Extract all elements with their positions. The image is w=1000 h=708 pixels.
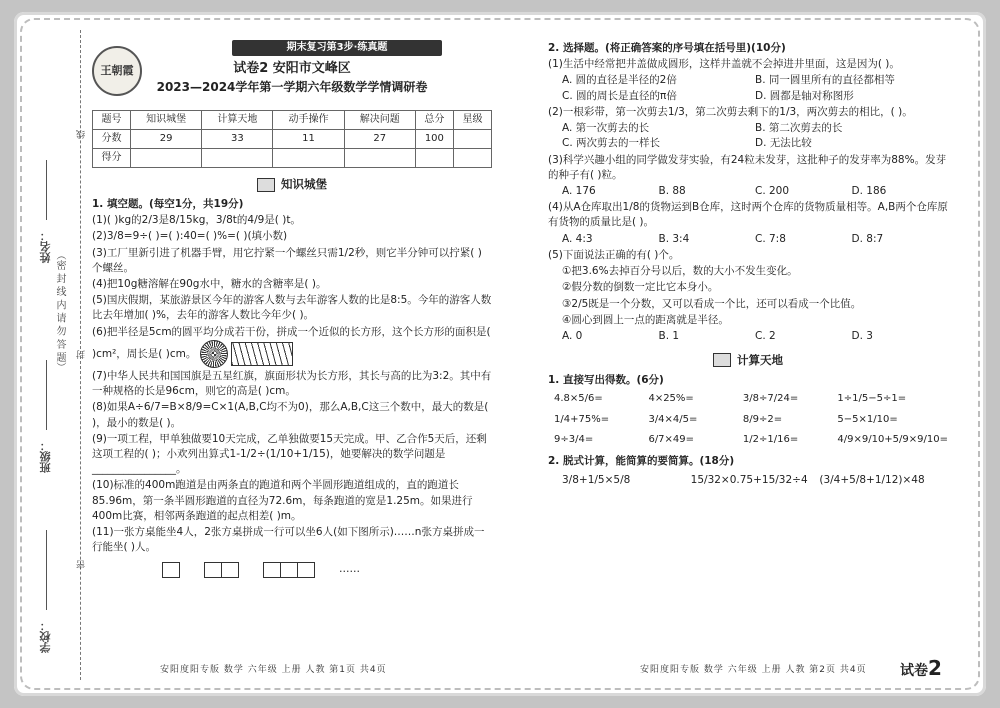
question-heading: 2. 脱式计算，能简算的要简算。(18分): [548, 454, 735, 467]
calc-item: 3/4×4/5=: [648, 413, 698, 425]
options-row: [562, 73, 948, 88]
seal-mark-line: 线: [77, 130, 87, 139]
question-item: (3)工厂里新引进了机器手臂，用它拧紧一个螺丝只需1/2秒，则它半分钟可以拧紧( )个螺丝。: [92, 246, 482, 274]
option: C. 两次剪去的一样长: [562, 137, 661, 150]
table-row: [93, 130, 492, 149]
question-item: (9)一项工程，甲单独做要10天完成，乙单独做要15天完成。甲、乙合作5天后，还剩这项工程的( )；小欢列出算式1-1/2÷(1/10+1/15)，她要解决的数学问题是________________。: [92, 432, 487, 476]
right-page: [548, 40, 948, 488]
table-cell: [453, 130, 491, 149]
calc-item: 9÷3/4=: [554, 434, 594, 446]
statement: ③2/5既是一个分数，又可以看成一个比，还可以看成一个比值。: [562, 297, 862, 310]
class-label: 班级：: [39, 440, 52, 473]
option: D. 3: [851, 329, 873, 342]
table-cell: 星级: [453, 111, 491, 130]
score-entry-cell[interactable]: [344, 149, 415, 168]
question-item: (11)一张方桌能坐4人，2张方桌拼成一行可以坐6人(如下图所示)……n张方桌拼成一行能坐( )人。: [92, 526, 485, 554]
table-cell: 得分: [93, 149, 131, 168]
option: A. 0: [562, 329, 583, 342]
brand-logo: 王朝霞: [92, 46, 142, 96]
calc-item: 4×25%=: [648, 393, 694, 405]
table-cell: 计算天地: [202, 111, 273, 130]
option: B. 88: [658, 184, 686, 197]
step-calc-row: [562, 473, 948, 488]
table-cell: 解决问题: [344, 111, 415, 130]
options-row: [562, 89, 948, 104]
calc-item: 3/8+1/5×5/8: [562, 473, 631, 486]
table-cell: 29: [131, 130, 202, 149]
option: D. 圆都是轴对称图形: [755, 89, 854, 102]
table-figure-3: [263, 562, 315, 578]
footer-left: 安阳度阳专版 数学 六年级 上册 人教 第1页 共4页: [160, 665, 387, 675]
statement: ②假分数的倒数一定比它本身小。: [562, 281, 719, 294]
option: D. 无法比较: [755, 137, 812, 150]
calc-item: 1/2÷1/16=: [742, 434, 799, 446]
table-cell: 27: [344, 130, 415, 149]
name-label: 姓名：: [39, 230, 52, 263]
table-row: [93, 111, 492, 130]
option: B. 1: [658, 329, 680, 342]
table-cell: 题号: [93, 111, 131, 130]
question-item: (1)( )kg的2/3是8/15kg，3/8t的4/9是( )t。: [92, 214, 301, 227]
question-heading: 1. 填空题。(每空1分，共19分): [92, 197, 244, 210]
school-line: [46, 530, 47, 610]
table-cell: 动手操作: [273, 111, 344, 130]
option: C. 圆的周长是直径的π倍: [562, 89, 677, 102]
school-label: 学校：: [39, 620, 52, 653]
question-item: (2)3/8=9÷( )=( ):40=( )%=( )(填小数): [92, 230, 288, 243]
options-row: [562, 232, 948, 247]
score-entry-cell[interactable]: [202, 149, 273, 168]
option: C. 2: [755, 329, 776, 342]
header: [92, 40, 492, 96]
calc-item: (3/4+5/8+1/12)×48: [819, 473, 925, 486]
calc-item: 4.8×5/6=: [554, 393, 603, 405]
statement: ④圆心到圆上一点的距离就是半径。: [562, 313, 729, 326]
binding-strip: [28, 30, 87, 680]
seal-mark-seal: 封: [77, 350, 87, 359]
question-item: (10)标准的400m跑道是由两条直的跑道和两个半圆形跑道组成的，直的跑道长85.96m，第一条半圆形跑道的直径为72.6m，每条跑道的宽是1.25m。如果进行400m比赛，相邻两条跑道的起点相差( )m。: [92, 479, 473, 522]
question-item: [92, 293, 492, 323]
option: D. 186: [851, 184, 887, 197]
option: B. 第二次剪去的长: [755, 122, 843, 135]
book-icon: [257, 178, 275, 192]
option: A. 4:3: [562, 232, 593, 245]
seal-note: （密 封 线 内 请 勿 答 题）: [54, 250, 65, 373]
question-text: (6)把半径是5cm的圆平均分成若干份，拼成一个近似的长方形，这个长方形的面积是( )cm²，周长是( )cm。: [92, 325, 491, 360]
left-page: [92, 40, 492, 578]
question-text: (5)国庆假期，某旅游景区今年的游客人数与去年游客人数的比是8:5。今年的游客人数比去年增加( )%，去年的游客人数比今年少( )。: [92, 294, 492, 322]
question-item: (5)下面说法正确的有( )个。: [548, 248, 680, 261]
options-row: [562, 184, 948, 199]
question-item: [92, 325, 492, 368]
options-row: [562, 136, 948, 151]
score-entry-cell[interactable]: [273, 149, 344, 168]
calc-item: 1÷1/5−5÷1=: [837, 393, 907, 405]
question-item: (4)把10g糖溶解在90g水中，糖水的含糖率是( )。: [92, 278, 327, 290]
question-heading: 2. 选择题。(将正确答案的序号填在括号里)(10分): [548, 42, 786, 54]
paper-number: [900, 656, 942, 680]
calc-item: 1/4+75%=: [554, 413, 610, 425]
tables-figure: [162, 562, 492, 578]
score-entry-cell[interactable]: [131, 149, 202, 168]
calc-item: 4/9×9/10+5/9×9/10=: [837, 434, 948, 446]
question-item: (3)科学兴趣小组的同学做发芽实验，有24粒未发芽，这批种子的发芽率为88%。发芽的种子有( )粒。: [548, 153, 947, 181]
score-table: [92, 110, 492, 168]
option: A. 176: [562, 184, 596, 197]
table-cell: 知识城堡: [131, 111, 202, 130]
option: B. 同一圆里所有的直径都相等: [755, 74, 895, 87]
statement: ①把3.6%去掉百分号以后，数的大小不发生变化。: [562, 265, 798, 278]
calc-item: 5−5×1/10=: [837, 413, 898, 425]
circle-sector-figure: [200, 340, 228, 368]
section-label: 计算天地: [737, 353, 783, 368]
calc-item: 3/8÷7/24=: [742, 393, 799, 405]
table-cell: 33: [202, 130, 273, 149]
question-item: (7)中华人民共和国国旗是五星红旗，旗面形状为长方形，其长与高的比为3:2。其中有一种规格的长是96cm，则它的高是( )cm。: [92, 369, 492, 398]
table-row: [93, 149, 492, 168]
section-label: 知识城堡: [281, 177, 327, 192]
option: B. 3:4: [658, 232, 690, 245]
question-item: (1)生活中经常把井盖做成圆形，这样井盖就不会掉进井里面，这是因为( )。: [548, 58, 900, 71]
options-row: [562, 121, 948, 136]
calc-item: 6/7×49=: [648, 434, 695, 446]
rearranged-rectangle-figure: [231, 342, 293, 366]
section-title-knowledge: [92, 176, 492, 193]
table-figure-2: [204, 562, 239, 578]
footer-right: 安阳度阳专版 数学 六年级 上册 人教 第2页 共4页: [640, 665, 867, 675]
seal-mark-secret: 密: [77, 560, 87, 569]
paper-label: 试卷: [900, 663, 928, 679]
score-entry-cell[interactable]: [453, 149, 491, 168]
class-line: [46, 360, 47, 430]
question-item: (8)如果A÷6/7=B×8/9=C×1(A,B,C均不为0)，那么A,B,C这三个数中，最大的数是( )，最小的数是( )。: [92, 401, 489, 429]
table-cell: 100: [415, 130, 453, 149]
option: D. 8:7: [851, 232, 884, 245]
score-entry-cell[interactable]: [415, 149, 453, 168]
book-icon: [713, 353, 731, 367]
name-line: [46, 160, 47, 220]
table-cell: 总分: [415, 111, 453, 130]
continuation-dots: ……: [339, 562, 360, 575]
table-cell: 分数: [93, 130, 131, 149]
options-row: [562, 329, 948, 344]
paper-title: 试卷2 安阳市文峰区: [233, 61, 351, 76]
section-title-calculation: [548, 352, 948, 369]
calc-item: 15/32×0.75+15/32÷4: [690, 473, 808, 486]
table-figure-1: [162, 562, 180, 578]
option: C. 200: [755, 184, 790, 197]
question-heading: 1. 直接写出得数。(6分): [548, 373, 664, 386]
table-cell: 11: [273, 130, 344, 149]
option: A. 第一次剪去的长: [562, 122, 650, 135]
question-item: (4)从A仓库取出1/8的货物运到B仓库，这时两个仓库的货物质量相等。A,B两个仓库原有货物的质量比是( )。: [548, 201, 948, 229]
paper-subtitle: 2023—2024学年第一学期六年级数学学情调研卷: [156, 79, 428, 94]
option: C. 7:8: [755, 232, 786, 245]
paper-num: 2: [928, 656, 942, 680]
mental-math-grid: [554, 392, 948, 448]
review-tag: 期末复习第3步·练真题: [232, 40, 442, 56]
calc-item: 8/9÷2=: [742, 413, 783, 425]
question-item: (2)一根彩带，第一次剪去1/3，第二次剪去剩下的1/3，两次剪去的相比，( )。: [548, 105, 913, 118]
option: A. 圆的直径是半径的2倍: [562, 74, 677, 87]
